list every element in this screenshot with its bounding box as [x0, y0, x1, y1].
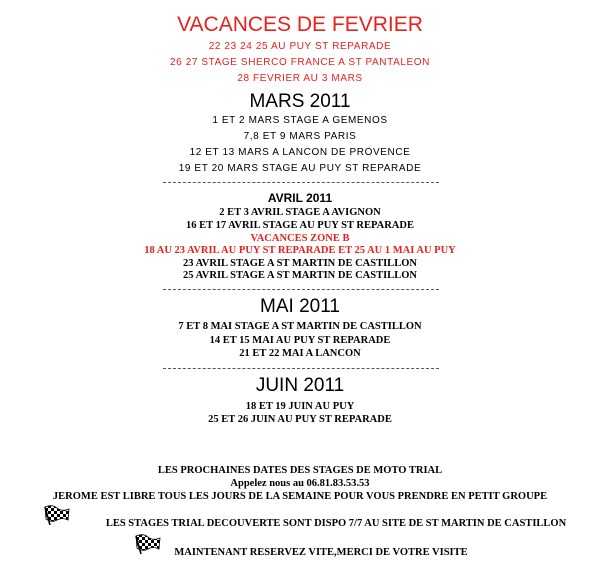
- footer-line: MAINTENANT RESERVEZ VITE,MERCI DE VOTRE VISITE: [174, 547, 468, 558]
- march-line: 19 ET 20 MARS STAGE AU PUY ST REPARADE: [178, 163, 422, 174]
- may-title: MAI 2011: [260, 296, 340, 317]
- april-line: 25 AVRIL STAGE A ST MARTIN DE CASTILLON: [183, 270, 417, 281]
- may-line: 7 ET 8 MAI STAGE A ST MARTIN DE CASTILLON: [178, 321, 422, 332]
- april-line: 23 AVRIL STAGE A ST MARTIN DE CASTILLON: [183, 258, 417, 269]
- february-line: 26 27 STAGE SHERCO FRANCE A ST PANTALEON: [170, 57, 430, 68]
- april-line: 16 ET 17 AVRIL STAGE AU PUY ST REPARADE: [186, 220, 414, 231]
- section-divider: [163, 182, 439, 183]
- march-line: 12 ET 13 MARS A LANCON DE PROVENCE: [189, 147, 411, 158]
- footer-line: LES STAGES TRIAL DECOUVERTE SONT DISPO 7/7 AU SITE DE ST MARTIN DE CASTILLON: [105, 518, 567, 529]
- march-title: MARS 2011: [249, 91, 351, 112]
- april-line: 2 ET 3 AVRIL STAGE A AVIGNON: [219, 207, 381, 218]
- may-line: 14 ET 15 MAI AU PUY ST REPARADE: [209, 335, 391, 346]
- april-zone-line: 18 AU 23 AVRIL AU PUY ST REPARADE ET 25 AU 1 MAI AU PUY: [144, 245, 456, 256]
- march-line: 1 ET 2 MARS STAGE A GEMENOS: [212, 115, 388, 126]
- june-title: JUIN 2011: [255, 375, 345, 396]
- february-line: 22 23 24 25 AU PUY ST REPARADE: [208, 41, 392, 52]
- march-line: 7,8 ET 9 MARS PARIS: [243, 131, 357, 142]
- april-zone-title: VACANCES ZONE B: [250, 233, 350, 244]
- june-line: 25 ET 26 JUIN AU PUY ST REPARADE: [208, 414, 392, 425]
- may-line: 21 ET 22 MAI A LANCON: [239, 348, 361, 359]
- june-line: 18 ET 19 JUIN AU PUY: [245, 401, 355, 412]
- section-divider: [163, 289, 439, 290]
- april-title: AVRIL 2011: [267, 191, 333, 205]
- february-title: VACANCES DE FEVRIER: [177, 13, 423, 36]
- footer-line: JEROME EST LIBRE TOUS LES JOURS DE LA SEMAINE POUR VOUS PRENDRE EN PETIT GROUPE: [52, 491, 548, 502]
- section-divider: [163, 368, 439, 369]
- february-line: 28 FEVRIER AU 3 MARS: [237, 73, 363, 84]
- footer-headline: LES PROCHAINES DATES DES STAGES DE MOTO TRIAL: [157, 465, 443, 476]
- footer-phone: Appelez nous au 06.81.83.53.53: [230, 478, 370, 489]
